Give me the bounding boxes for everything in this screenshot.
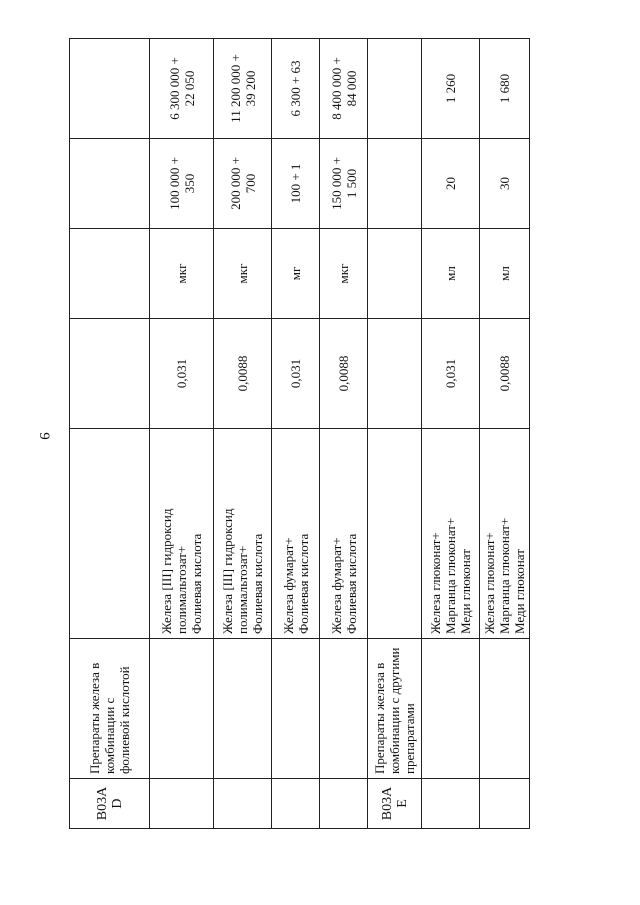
dose-line: 150 000 + [328,157,344,210]
dose-line: 20 [443,177,458,190]
table-row [320,39,368,829]
dose-line: 700 [242,173,258,194]
substance-line: Фолиевая кислота [343,533,359,634]
substance-line: Железа [III] гидроксид [220,508,235,634]
dose-line: 200 000 + [227,157,243,210]
dose-cell [320,139,368,229]
dose-cell [422,139,480,229]
group-name-line: фолиевой кислотой [117,666,132,774]
table-row [422,39,480,829]
substance-line: Железа глюконат+ [482,532,497,634]
dose-line: 350 [181,173,197,194]
total-line: 1 680 [497,73,512,104]
dose-line: 100 000 + [166,157,182,210]
total-line: 39 200 [242,70,258,107]
substance-line: Меди глюконат [458,549,473,634]
total-cell [480,39,530,139]
substance-line: Фолиевая кислота [295,533,311,634]
atc-code-cell: B03AE [368,779,422,829]
table-row [70,39,150,829]
unit-cell [368,229,422,319]
substance-cell [368,429,422,639]
ddd-value-cell [70,319,150,429]
group-name-line: Препараты железа в [372,662,387,774]
dose-cell [368,139,422,229]
ddd-value-cell [368,319,422,429]
total-cell [272,39,320,139]
substance-line: Железа фумарат+ [328,537,344,634]
atc-code-cell [480,779,530,829]
dose-cell [480,139,530,229]
substance-cell [272,429,320,639]
group-name-cell [70,639,150,779]
atc-code-cell [272,779,320,829]
group-name-cell [150,639,214,779]
group-name-line: препаратами [402,703,417,774]
atc-code-cell [150,779,214,829]
unit-cell: мкг [150,229,214,319]
ddd-value-cell: 0,0088 [480,319,530,429]
total-line: 8 400 000 + [328,57,344,120]
group-name-cell [368,639,422,779]
substance-cell [480,429,530,639]
total-line: 6 300 000 + [166,57,182,120]
dose-cell [70,139,150,229]
ddd-value-cell: 0,0088 [320,319,368,429]
unit-cell: мл [480,229,530,319]
dose-line: 1 500 [343,168,359,199]
substance-line: Марганца глюконат+ [497,517,512,634]
dose-cell [272,139,320,229]
atc-code-cell: B03AD [70,779,150,829]
total-cell [70,39,150,139]
substance-cell [150,429,214,639]
table-row [480,39,530,829]
total-line: 1 260 [443,73,458,104]
substance-line: полимальтозат+ [235,545,250,634]
group-name-cell [480,639,530,779]
table-container [69,39,529,829]
atc-code-cell [320,779,368,829]
substance-cell [214,429,272,639]
substance-line: Марганца глюконат+ [443,517,458,634]
substance-line: Меди глюконат [512,549,527,634]
group-name-cell [272,639,320,779]
dose-cell [150,139,214,229]
ddd-value-cell: 0,031 [150,319,214,429]
total-line: 84 000 [343,70,359,107]
total-cell [422,39,480,139]
dose-line: 100 + 1 [288,163,303,204]
dose-cell [214,139,272,229]
group-name-line: Препараты железа в [87,662,102,774]
unit-cell: мкг [320,229,368,319]
total-cell [320,39,368,139]
drug-table [69,38,530,829]
page-number: 9 [36,432,52,440]
total-cell [368,39,422,139]
unit-cell: мл [422,229,480,319]
dose-line: 30 [497,177,512,190]
table-row [214,39,272,829]
atc-code-cell [214,779,272,829]
group-name-cell [214,639,272,779]
total-line: 22 050 [181,70,197,107]
total-cell [214,39,272,139]
table-row [368,39,422,829]
group-name-line: комбинации с [102,697,117,774]
unit-cell: мг [272,229,320,319]
substance-line: Фолиевая кислота [250,533,265,634]
substance-cell [70,429,150,639]
substance-line: Железа глюконат+ [428,532,443,634]
substance-line: Фолиевая кислота [189,533,204,634]
unit-cell: мкг [214,229,272,319]
group-name-cell [320,639,368,779]
ddd-value-cell: 0,031 [422,319,480,429]
ddd-value-cell: 0,031 [272,319,320,429]
atc-code-cell [422,779,480,829]
substance-line: Железа [III] гидроксид [159,508,174,634]
group-name-cell [422,639,480,779]
substance-cell [320,429,368,639]
substance-line: Железа фумарат+ [280,537,296,634]
total-line: 6 300 + 63 [288,60,303,117]
ddd-value-cell: 0,0088 [214,319,272,429]
table-row [272,39,320,829]
substance-line: полимальтозат+ [174,545,189,634]
unit-cell [70,229,150,319]
table-row [150,39,214,829]
total-line: 11 200 000 + [227,54,243,123]
group-name-line: комбинации с другими [387,647,402,774]
substance-cell [422,429,480,639]
total-cell [150,39,214,139]
